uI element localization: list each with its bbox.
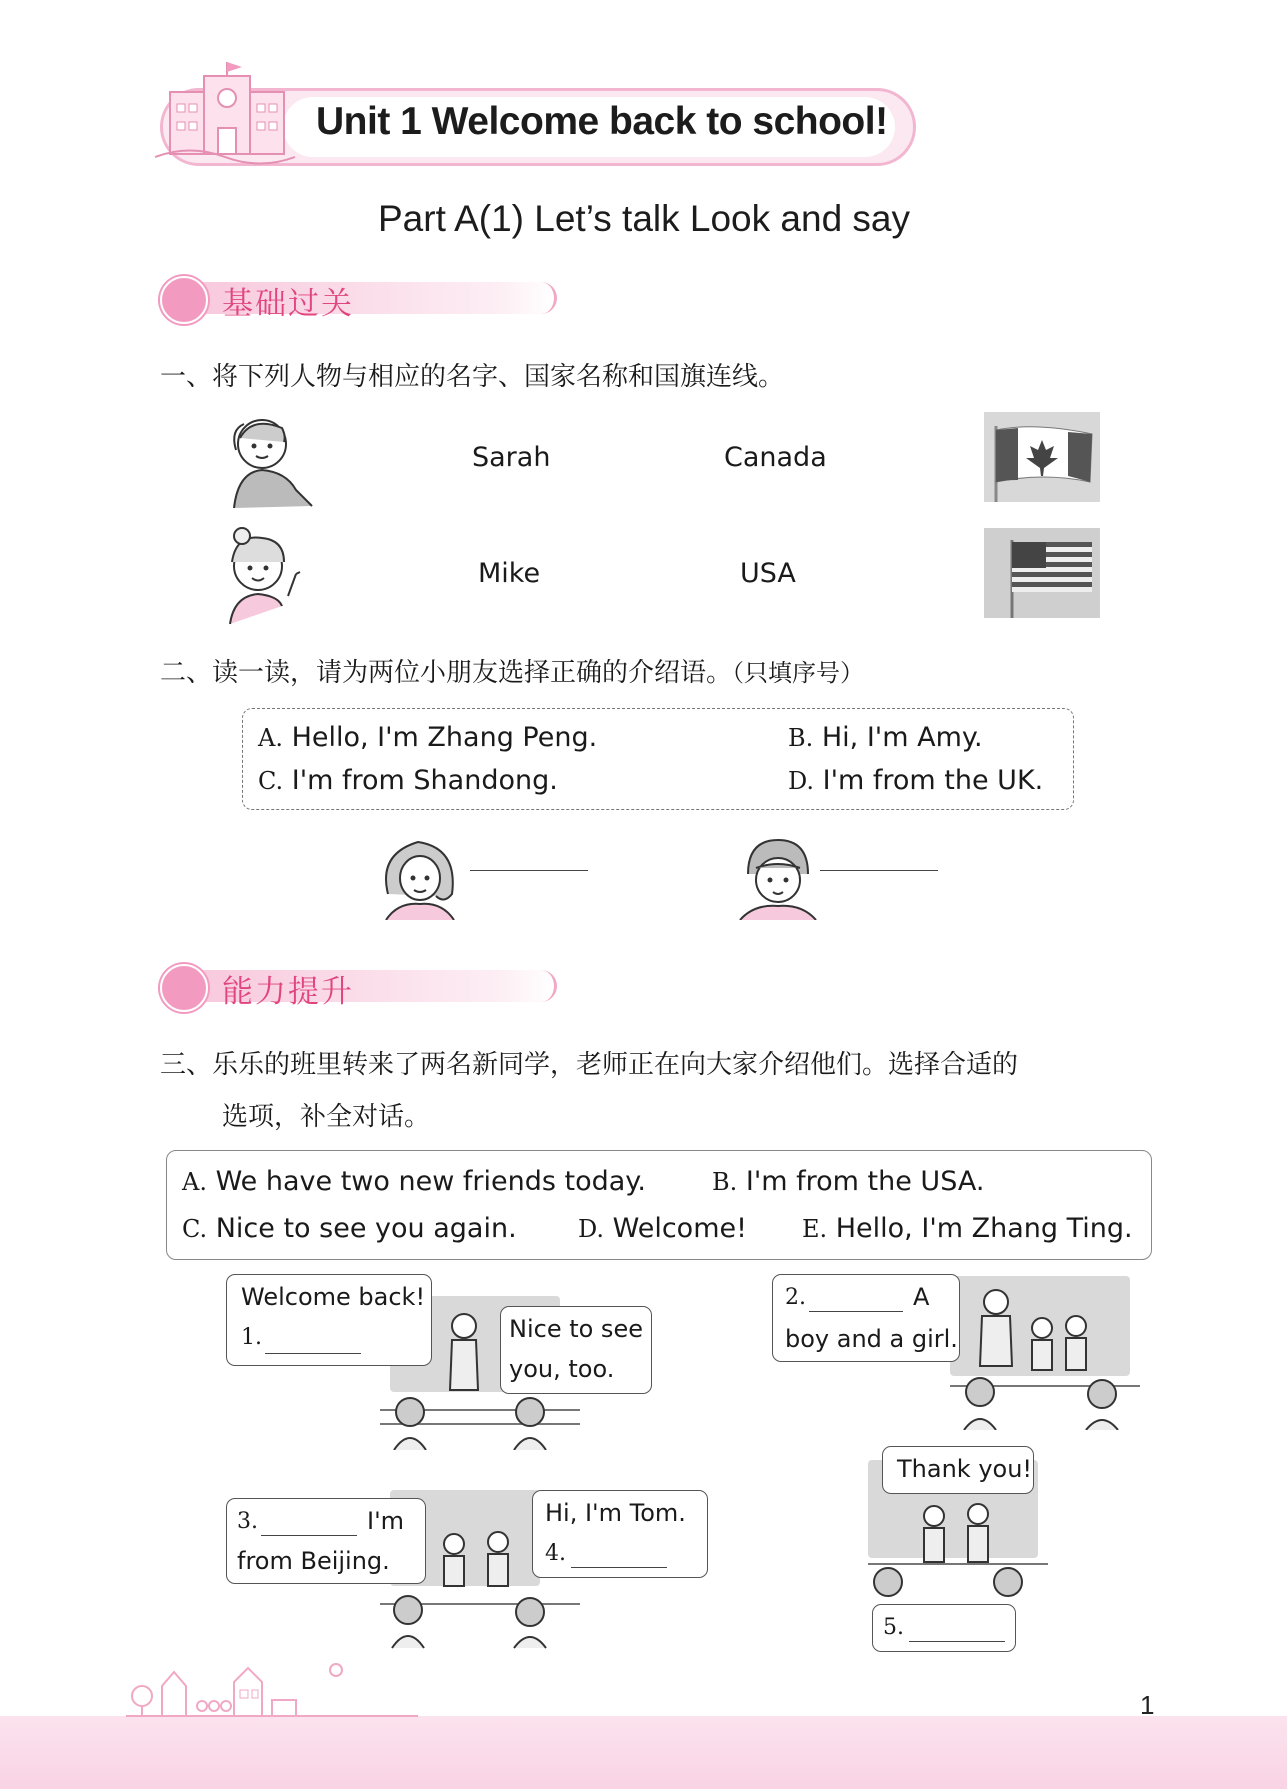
q2-prompt: 二、读一读，请为两位小朋友选择正确的介绍语。（只填序号） — [160, 658, 865, 688]
name-sarah: Sarah — [472, 442, 551, 473]
answer-blank-4[interactable] — [571, 1567, 667, 1568]
unit-title: Unit 1 Welcome back to school! — [316, 100, 888, 143]
answer-blank-2[interactable] — [809, 1311, 903, 1312]
part-title: Part A(1) Let’s talk Look and say — [378, 198, 911, 239]
answer-blank-3[interactable] — [261, 1535, 357, 1536]
q3-option-c: C. Nice to see you again. — [182, 1213, 517, 1244]
canada-flag-icon — [984, 412, 1100, 502]
boy-saluting-illustration — [212, 410, 316, 510]
q3-prompt-line1: 三、乐乐的班里转来了两名新同学，老师正在向大家介绍他们。选择合适的 — [160, 1050, 1019, 1080]
girl-face-icon — [160, 276, 208, 324]
q3-option-d: D. Welcome! — [578, 1213, 747, 1244]
q3-option-a: A. We have two new friends today. — [182, 1166, 646, 1197]
q3-prompt-line2: 选项，补全对话。 — [222, 1102, 431, 1132]
q3-option-b: B. I'm from the USA. — [712, 1166, 985, 1197]
trophy-icon — [160, 964, 208, 1012]
section-tag-basics: 基础过关 — [160, 276, 560, 318]
answer-blank-1[interactable] — [265, 1353, 361, 1354]
name-mike: Mike — [478, 558, 541, 589]
girl-waving-illustration — [212, 526, 316, 626]
speech-bubble-5-thanks: Thank you! — [882, 1446, 1034, 1494]
answer-blank-girl[interactable] — [470, 870, 588, 871]
classroom-scene-2-people — [950, 1280, 1140, 1430]
footer-band — [0, 1716, 1287, 1789]
speech-bubble-3: 3. I'm from Beijing. — [226, 1498, 426, 1584]
page-number: 1 — [1140, 1690, 1155, 1720]
country-usa: USA — [740, 558, 796, 589]
country-canada: Canada — [724, 442, 827, 473]
speech-bubble-1b: Nice to see you, too. — [500, 1306, 652, 1394]
q2-option-d: D. I'm from the UK. — [788, 765, 1044, 796]
q2-option-c: C. I'm from Shandong. — [258, 765, 558, 796]
q1-prompt: 一、将下列人物与相应的名字、国家名称和国旗连线。 — [160, 362, 785, 392]
school-building-icon — [150, 62, 300, 172]
speech-bubble-5: 5. — [872, 1604, 1016, 1652]
answer-blank-5[interactable] — [909, 1641, 1005, 1642]
speech-bubble-1: Welcome back! 1. — [226, 1274, 432, 1366]
q2-option-a: A. Hello, I'm Zhang Peng. — [258, 722, 598, 753]
girl-curly-hair-illustration — [378, 834, 460, 920]
speech-bubble-2: 2. A boy and a girl. — [772, 1274, 960, 1362]
section-tag-improve: 能力提升 — [160, 964, 560, 1006]
answer-blank-boy[interactable] — [820, 870, 938, 871]
boy-face-illustration — [736, 834, 818, 920]
speech-bubble-4: Hi, I'm Tom. 4. — [532, 1490, 708, 1578]
q3-option-e: E. Hello, I'm Zhang Ting. — [802, 1213, 1133, 1244]
usa-flag-icon — [984, 528, 1100, 618]
footer-town-decoration-icon — [122, 1646, 422, 1718]
q2-option-b: B. Hi, I'm Amy. — [788, 722, 983, 753]
